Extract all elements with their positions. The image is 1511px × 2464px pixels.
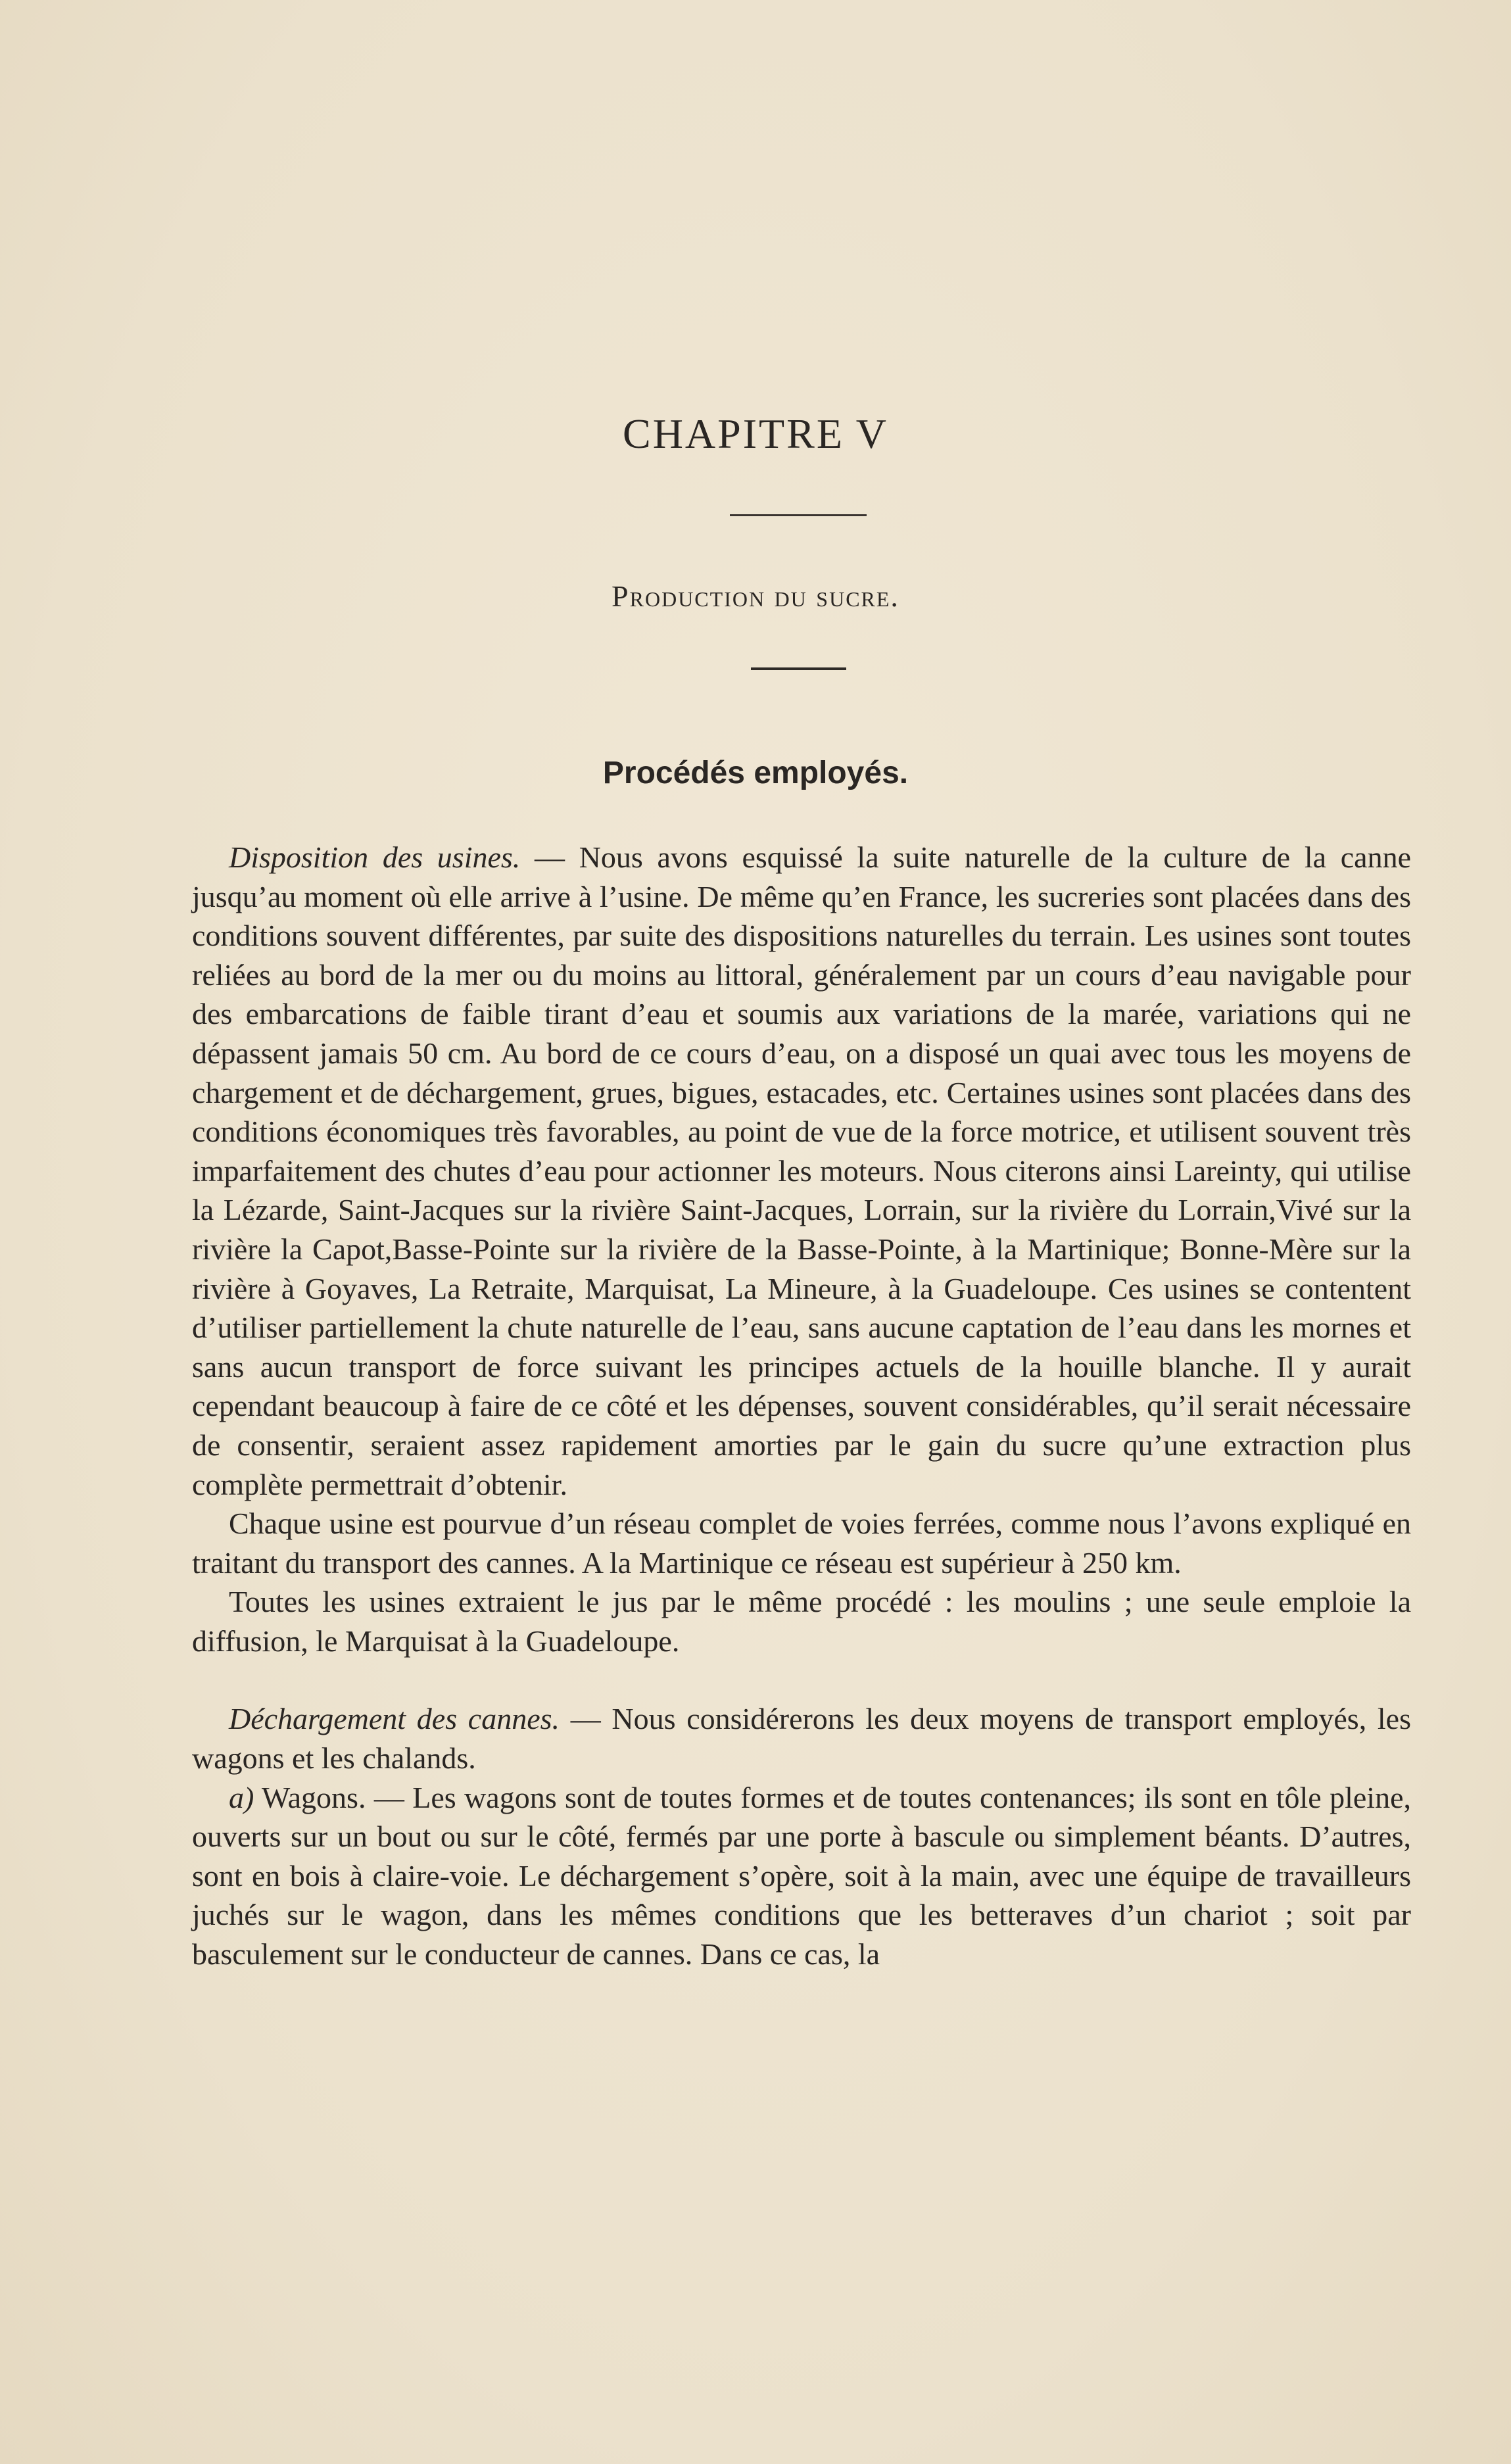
subheading: Procédés employés. [602, 756, 909, 790]
paragraph-lead: Disposition des usines. [229, 840, 521, 874]
paragraph-disposition [192, 838, 1411, 1504]
paragraph-text: Wagons. — Les wagons sont de toutes formes et de toutes contenances; ils sont en tôle pleine, ouverts sur un bout ou sur le côté, fermés par une porte à bascule ou simplement béants. D’autres, sont en bois à claire-voie. Le déchargement s’opère, soit à la main, avec une équipe de travailleurs juchés sur le wagon, dans les mêmes conditions que les betteraves d’un chariot ; soit par basculement sur le conducteur de cannes. Dans ce cas, la [192, 1780, 1411, 1971]
title-rule [730, 514, 867, 516]
paragraph-text: — Nous avons esquissé la suite naturelle de la culture de la canne jusqu’au moment où elle arrive à l’usine. De même qu’en France, les sucreries sont placées dans des conditions souvent différentes, par suite des dispositions naturelles du terrain. Les usines sont toutes reliées au bord de la mer ou du moins au littoral, généralement par un cours d’eau navigable pour des embarcations de faible tirant d’eau et soumis aux variations de la marée, variations qui ne dépassent jamais 50 cm. Au bord de ce cours d’eau, on a disposé un quai avec tous les moyens de chargement et de déchargement, grues, bigues, estacades, etc. Certaines usines sont placées dans des conditions économiques très favorables, au point de vue de la force motrice, et utilisent souvent très imparfaitement des chutes d’eau pour actionner les moteurs. Nous citerons ainsi Lareinty, qui utilise la Lézarde, Saint-Jacques sur la rivière Saint-Jacques, Lorrain, sur la rivière du Lorrain,Vivé sur la rivière la Capot,Basse-Pointe sur la rivière de la Basse-Pointe, à la Martinique; Bonne-Mère sur la rivière à Goyaves, La Retraite, Marquisat, La Mineure, à la Guadeloupe. Ces usines se contentent d’utiliser partiellement la chute naturelle de l’eau, sans aucune captation de l’eau dans les mornes et sans aucun transport de force suivant les principes actuels de la houille blanche. Il y aurait cependant beaucoup à faire de ce côté et les dépenses, souvent considérables, qu’il serait nécessaire de consentir, seraient assez rapidement amorties par le gain du sucre qu’une extraction plus complète permettrait d’obtenir. [192, 840, 1411, 1501]
paragraph-reseau [192, 1504, 1411, 1582]
paragraph-wagons [192, 1778, 1411, 1974]
chapter-title: CHAPITRE V [623, 410, 888, 457]
paragraph-extraction [192, 1582, 1411, 1660]
paragraph-dechargement [192, 1699, 1411, 1777]
paragraph-text: Chaque usine est pourvue d’un réseau complet de voies ferrées, comme nous l’avons expliqué en traitant du transport des cannes. A la Martinique ce réseau est supérieur à 250 km. [192, 1507, 1411, 1580]
section-rule [751, 667, 846, 670]
paragraph-text: Toutes les usines extraient le jus par le même procédé : les moulins ; une seule emploie la diffusion, le Marquisat à la Guadeloupe. [192, 1585, 1411, 1658]
paragraph-text: — Nous considérerons les deux moyens de transport employés, les wagons et les chalands. [192, 1702, 1411, 1776]
paragraph-lead: Déchargement des cannes. [229, 1702, 560, 1736]
body-text [192, 838, 1411, 1974]
paragraph-lead: a) [229, 1780, 254, 1814]
section-title: Production du sucre. [612, 579, 899, 613]
